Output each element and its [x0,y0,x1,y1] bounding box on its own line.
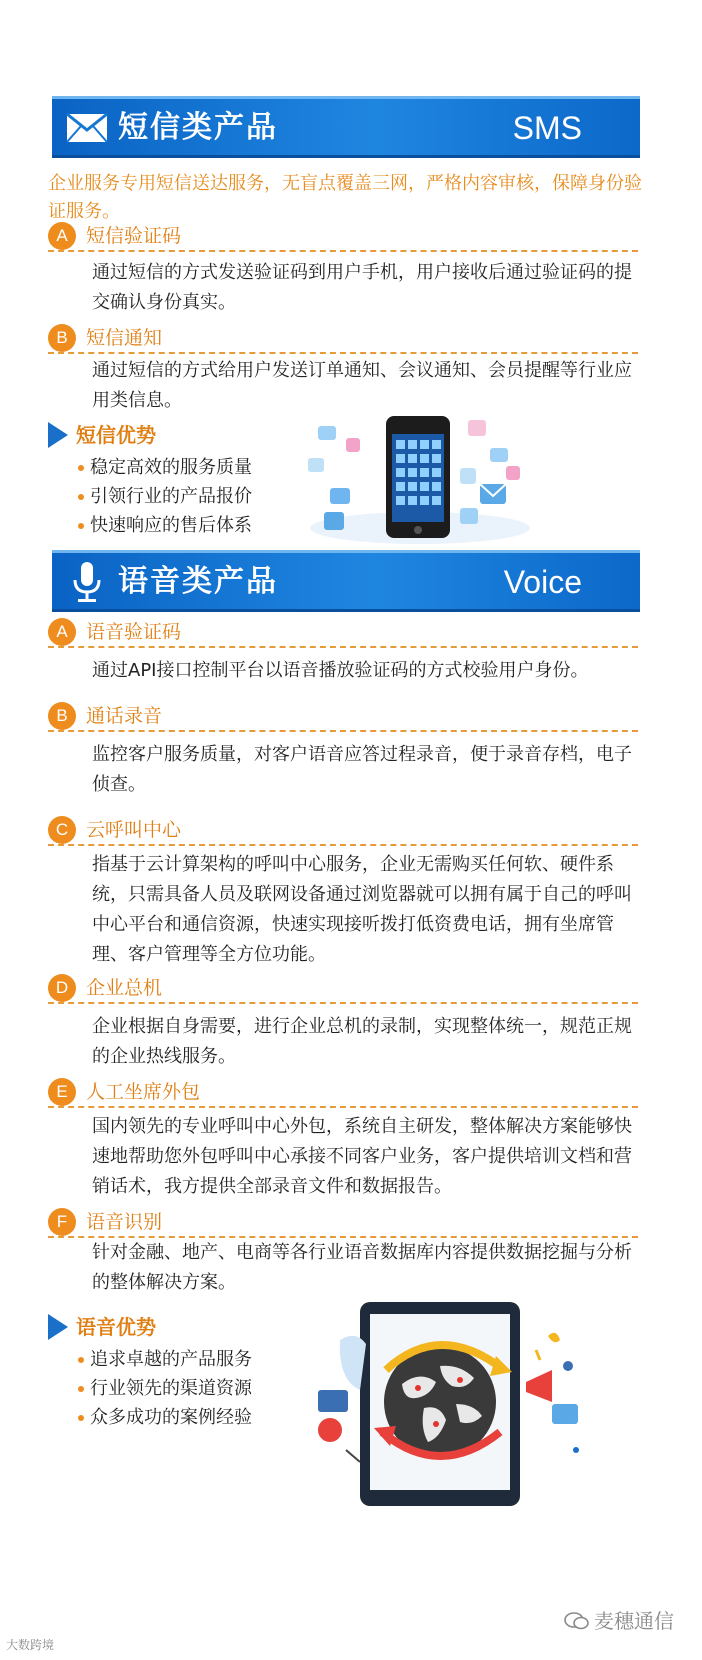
item-title: 人工坐席外包 [86,1081,201,1103]
voice-section-title-en: Voice [503,564,582,600]
item-description: 通过短信的方式发送验证码到用户手机，用户接收后通过验证码的提交确认身份真实。 [92,262,632,313]
sms-section-title-en: SMS [512,110,582,146]
item-description: 针对金融、地产、电商等各行业语音数据库内容提供数据挖掘与分析的整体解决方案。 [92,1242,632,1293]
sms-intro: 企业服务专用短信送达服务，无盲点覆盖三网，严格内容审核，保障身份验证服务。 [48,173,642,222]
advantage-item: 行业领先的渠道资源 [78,1374,252,1403]
item-letter-badge: A [48,618,76,646]
voice-item-a [48,616,638,648]
sms-banner [52,96,640,158]
item-description: 国内领先的专业呼叫中心外包，系统自主研发，整体解决方案能够快速地帮助您外包呼叫中心承接不同客户业务，客户提供培训文档和营销话术，我方提供全部录音文件和数据报告。 [92,1116,632,1197]
item-title: 短信通知 [86,327,163,349]
triangle-marker-icon [48,1314,68,1340]
voice-advantage-list [78,1345,252,1432]
voice-item-e [48,1076,638,1108]
brand-name: 麦穗通信 [594,1609,674,1633]
item-title: 企业总机 [86,977,163,999]
advantage-item: 众多成功的案例经验 [78,1403,252,1432]
brand-watermark [564,1608,674,1634]
item-description: 指基于云计算架构的呼叫中心服务，企业无需购买任何软、硬件系统，只需具备人员及联网设备通过浏览器就可以拥有属于自己的呼叫中心平台和通信资源，快速实现接听拨打低资费电话，拥有坐席管理、客户管理等全方位功能。 [92,854,632,965]
sms-advantage-title: 短信优势 [76,423,156,447]
tablet-globe-illustration [290,1300,610,1510]
sms-advantage-list [78,453,252,540]
sms-item-a [48,220,638,252]
voice-item-b [48,700,638,732]
voice-item-c [48,814,638,846]
advantage-item: 引领行业的产品报价 [78,482,252,511]
voice-item-d [48,972,638,1004]
item-letter-badge: E [48,1078,76,1106]
microphone-icon [64,560,110,604]
advantage-item: 稳定高效的服务质量 [78,453,252,482]
triangle-marker-icon [48,422,68,448]
advantage-item: 追求卓越的产品服务 [78,1345,252,1374]
smartphone-apps-illustration [300,408,540,548]
item-letter-badge: C [48,816,76,844]
item-title: 短信验证码 [86,225,182,247]
item-description: 企业根据自身需要，进行企业总机的录制，实现整体统一，规范正规的企业热线服务。 [92,1016,632,1067]
item-letter-badge: D [48,974,76,1002]
item-title: 语音识别 [86,1211,163,1233]
item-title: 通话录音 [86,705,163,727]
voice-banner [52,550,640,612]
voice-advantage-title: 语音优势 [76,1315,156,1339]
footer-watermark: 大数跨境 [6,1638,55,1652]
sms-section-title: 短信类产品 [118,110,278,145]
item-letter-badge: B [48,702,76,730]
item-description: 通过短信的方式给用户发送订单通知、会议通知、会员提醒等行业应用类信息。 [92,360,632,411]
advantage-item: 快速响应的售后体系 [78,511,252,540]
item-description: 通过API接口控制平台以语音播放验证码的方式校验用户身份。 [92,660,589,681]
voice-section-title: 语音类产品 [118,564,278,599]
voice-item-f [48,1206,638,1238]
item-letter-badge: B [48,324,76,352]
item-description: 监控客户服务质量，对客户语音应答过程录音，便于录音存档，电子侦查。 [92,744,632,795]
item-letter-badge: F [48,1208,76,1236]
item-title: 语音验证码 [86,621,182,643]
item-title: 云呼叫中心 [86,819,182,841]
envelope-icon [64,106,110,150]
wechat-icon [564,1611,590,1631]
sms-item-b [48,322,638,354]
item-letter-badge: A [48,222,76,250]
